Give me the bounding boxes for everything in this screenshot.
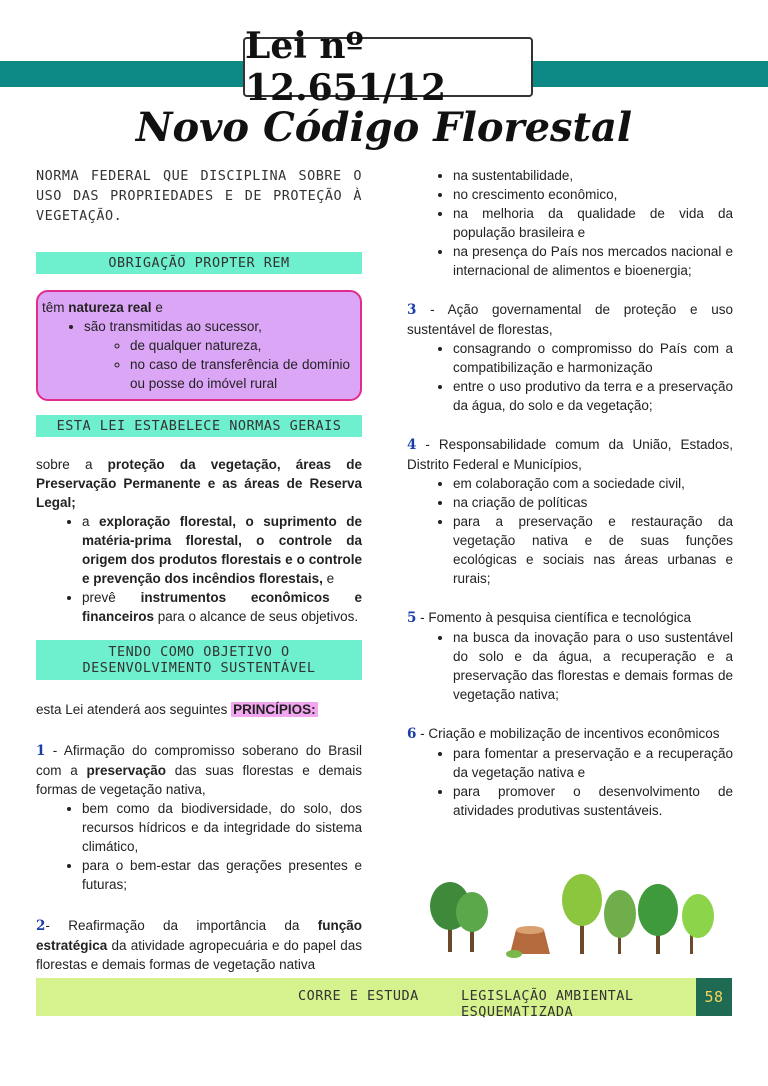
heading-objetivo: TENDO COMO OBJETIVO O DESENVOLVIMENTO SUSTENTÁVEL bbox=[36, 640, 362, 680]
list-item: • na criação de políticas bbox=[453, 493, 733, 512]
footer-right-text: LEGISLAÇÃO AMBIENTAL ESQUEMATIZADA bbox=[461, 988, 634, 1020]
principios-intro: esta Lei atenderá aos seguintes PRINCÍPIOS: bbox=[36, 702, 316, 717]
heading-normas: ESTA LEI ESTABELECE NORMAS GERAIS bbox=[36, 415, 362, 437]
footer-bar bbox=[36, 978, 732, 1020]
list-item: • na busca da inovação para o uso sustentável do solo e da água, a recuperação e a preservação das florestas e demais formas de vegetação nativa; bbox=[453, 628, 733, 704]
sub-list bbox=[84, 336, 350, 393]
principio-4-list bbox=[407, 474, 733, 588]
normas-list bbox=[36, 512, 362, 626]
list-item: • prevê instrumentos econômicos e financeiros para o alcance de seus objetivos. bbox=[82, 588, 362, 626]
list-item: • para a preservação e restauração da vegetação nativa e de suas funções ecológicas e sociais nas áreas urbanas e rurais; bbox=[453, 512, 733, 588]
right-column bbox=[407, 166, 733, 820]
principio-5: 5 - Fomento à pesquisa científica e tecnológica bbox=[407, 610, 692, 626]
normas-paragraph: sobre a proteção da vegetação, áreas de Preservação Permanente e as áreas de Reserva Legal; bbox=[36, 457, 362, 510]
list-item: • bem como da biodiversidade, do solo, dos recursos hídricos e da integridade do sistema climático, bbox=[82, 799, 362, 856]
bush-icon bbox=[506, 950, 522, 958]
list-item: • para fomentar a preservação e a recuperação da vegetação nativa e bbox=[453, 744, 733, 782]
trees-illustration bbox=[420, 872, 720, 962]
tree-icon bbox=[456, 892, 488, 932]
list-item: • a exploração florestal, o suprimento de matéria-prima florestal, o controle da origem dos produtos florestais e o controle e prevenção dos incêndios florestais, e bbox=[82, 512, 362, 588]
list-item: • na presença do País nos mercados nacional e internacional de alimentos e bioenergia; bbox=[453, 242, 733, 280]
page-title: Novo Código Florestal bbox=[135, 104, 633, 151]
principio-2-list bbox=[407, 166, 733, 280]
principio-2: 2- Reafirmação da importância da função estratégica da atividade agropecuária e do papel das florestas e demais formas de vegetação nativa bbox=[36, 918, 362, 972]
law-number: Lei nº 12.651/12 bbox=[243, 37, 533, 97]
principio-1: 1 - Afirmação do compromisso soberano do Brasil com a preservação das suas florestas e demais formas de vegetação nativa, bbox=[36, 743, 362, 797]
stump-top bbox=[516, 926, 544, 934]
tree-icon bbox=[562, 874, 602, 926]
list-item: • na sustentabilidade, bbox=[453, 166, 733, 185]
list-item: ◦ no caso de transferência de domínio ou posse do imóvel rural bbox=[130, 355, 350, 393]
tree-icon bbox=[604, 890, 636, 938]
box-line: têm natureza real e bbox=[42, 300, 163, 315]
left-column bbox=[36, 166, 362, 974]
list-item: • em colaboração com a sociedade civil, bbox=[453, 474, 733, 493]
principio-4: 4 - Responsabilidade comum da União, Estados, Distrito Federal e Municípios, bbox=[407, 437, 733, 472]
principio-6: 6 - Criação e mobilização de incentivos econômicos bbox=[407, 726, 720, 742]
principio-1-list bbox=[36, 799, 362, 894]
heading-obrigacao: OBRIGAÇÃO PROPTER REM bbox=[36, 252, 362, 274]
intro-text: NORMA FEDERAL QUE DISCIPLINA SOBRE O USO DAS PROPRIEDADES E DE PROTEÇÃO À VEGETAÇÃO. bbox=[36, 168, 362, 224]
list-item: • para o bem-estar das gerações presentes e futuras; bbox=[82, 856, 362, 894]
box-list bbox=[42, 317, 350, 393]
page-number: 58 bbox=[696, 978, 732, 1016]
principio-6-list bbox=[407, 744, 733, 820]
list-item: • para promover o desenvolvimento de atividades produtivas sustentáveis. bbox=[453, 782, 733, 820]
principio-3: 3 - Ação governamental de proteção e uso sustentável de florestas, bbox=[407, 302, 733, 337]
list-item: • na melhoria da qualidade de vida da população brasileira e bbox=[453, 204, 733, 242]
footer-left-text: CORRE E ESTUDA bbox=[298, 988, 419, 1004]
list-item: • no crescimento econômico, bbox=[453, 185, 733, 204]
natureza-real-box bbox=[36, 290, 362, 401]
list-item: • consagrando o compromisso do País com a compatibilização e harmonização bbox=[453, 339, 733, 377]
principio-3-list bbox=[407, 339, 733, 415]
tree-icon bbox=[638, 884, 678, 936]
list-item: ◦ de qualquer natureza, bbox=[130, 336, 350, 355]
tree-icon bbox=[682, 894, 714, 938]
principio-5-list bbox=[407, 628, 733, 704]
list-item: • são transmitidas ao sucessor, ◦ de qualquer natureza, ◦ no caso de transferência de domínio ou posse do imóvel rural bbox=[84, 317, 350, 393]
list-item: • entre o uso produtivo da terra e a preservação da água, do solo e da vegetação; bbox=[453, 377, 733, 415]
